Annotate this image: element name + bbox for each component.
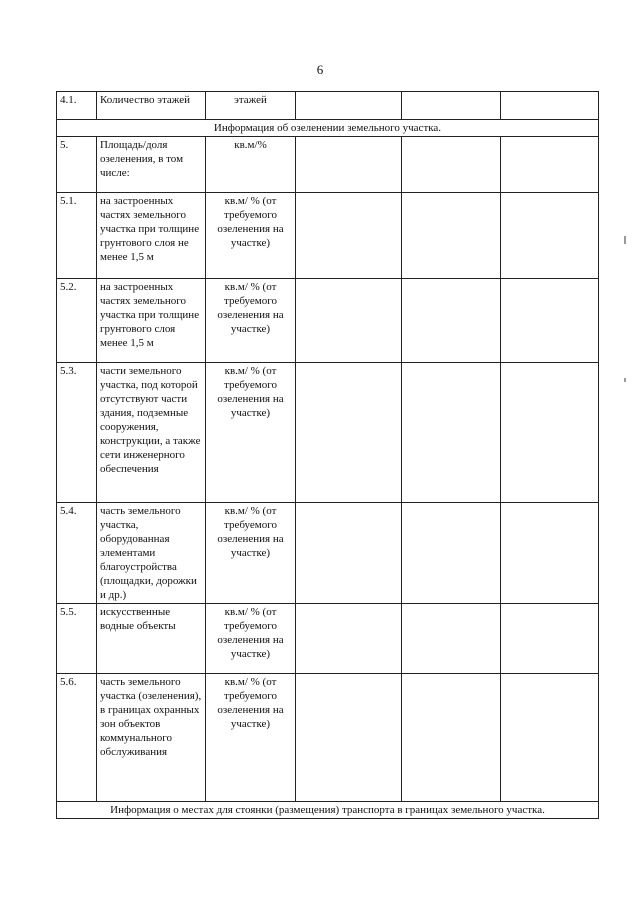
land-plot-info-table xyxy=(56,91,599,819)
value-cell xyxy=(296,92,402,120)
value-cell xyxy=(402,92,501,120)
row-number: 4.1. xyxy=(57,92,97,120)
value-cell xyxy=(402,279,501,363)
table-row-4-1 xyxy=(57,92,599,120)
row-number: 5.6. xyxy=(57,674,97,802)
value-cell xyxy=(501,137,599,193)
section-header-row xyxy=(57,120,599,137)
value-cell xyxy=(501,604,599,674)
value-cell xyxy=(402,503,501,604)
row-unit: кв.м/ % (от требуемого озеленения на участке) xyxy=(206,193,296,279)
row-number: 5.1. xyxy=(57,193,97,279)
row-number: 5. xyxy=(57,137,97,193)
row-unit: кв.м/ % (от требуемого озеленения на участке) xyxy=(206,363,296,503)
section-title-parking: Информация о местах для стоянки (размещения) транспорта в границах земельного участка. xyxy=(57,802,599,819)
value-cell xyxy=(296,363,402,503)
value-cell xyxy=(402,363,501,503)
value-cell xyxy=(501,363,599,503)
value-cell xyxy=(402,674,501,802)
table-row-5 xyxy=(57,137,599,193)
value-cell xyxy=(296,137,402,193)
value-cell xyxy=(402,193,501,279)
row-label: искусственные водные объекты xyxy=(97,604,206,674)
table-row-5-3 xyxy=(57,363,599,503)
row-label: Площадь/доля озеленения, в том числе: xyxy=(97,137,206,193)
value-cell xyxy=(296,503,402,604)
row-label: Количество этажей xyxy=(97,92,206,120)
value-cell xyxy=(296,193,402,279)
value-cell xyxy=(501,674,599,802)
section-header-row xyxy=(57,802,599,819)
value-cell xyxy=(402,137,501,193)
row-number: 5.4. xyxy=(57,503,97,604)
row-label: на застроенных частях земельного участка при толщине грунтового слоя не менее 1,5 м xyxy=(97,193,206,279)
row-unit: кв.м/% xyxy=(206,137,296,193)
row-unit: кв.м/ % (от требуемого озеленения на участке) xyxy=(206,604,296,674)
value-cell xyxy=(296,279,402,363)
row-number: 5.5. xyxy=(57,604,97,674)
value-cell xyxy=(296,674,402,802)
value-cell xyxy=(296,604,402,674)
section-title-greening: Информация об озеленении земельного участка. xyxy=(57,120,599,137)
scan-margin-mark xyxy=(624,378,626,382)
value-cell xyxy=(501,193,599,279)
table-row-5-5 xyxy=(57,604,599,674)
row-label: части земельного участка, под которой отсутствуют части здания, подземные сооружения, конструкции, а также сети инженерного обеспечения xyxy=(97,363,206,503)
value-cell xyxy=(501,503,599,604)
table-row-5-4 xyxy=(57,503,599,604)
row-unit: кв.м/ % (от требуемого озеленения на участке) xyxy=(206,503,296,604)
table-row-5-1 xyxy=(57,193,599,279)
row-number: 5.3. xyxy=(57,363,97,503)
row-label: часть земельного участка (озеленения), в границах охранных зон объектов коммунального обслуживания xyxy=(97,674,206,802)
row-unit: этажей xyxy=(206,92,296,120)
row-unit: кв.м/ % (от требуемого озеленения на участке) xyxy=(206,674,296,802)
table-row-5-2 xyxy=(57,279,599,363)
row-number: 5.2. xyxy=(57,279,97,363)
value-cell xyxy=(501,279,599,363)
page-number: 6 xyxy=(316,62,324,77)
value-cell xyxy=(501,92,599,120)
scan-margin-mark xyxy=(624,236,626,244)
table-row-5-6 xyxy=(57,674,599,802)
row-unit: кв.м/ % (от требуемого озеленения на участке) xyxy=(206,279,296,363)
row-label: часть земельного участка, оборудованная элементами благоустройства (площадки, дорожки и др.) xyxy=(97,503,206,604)
row-label: на застроенных частях земельного участка при толщине грунтового слоя менее 1,5 м xyxy=(97,279,206,363)
value-cell xyxy=(402,604,501,674)
